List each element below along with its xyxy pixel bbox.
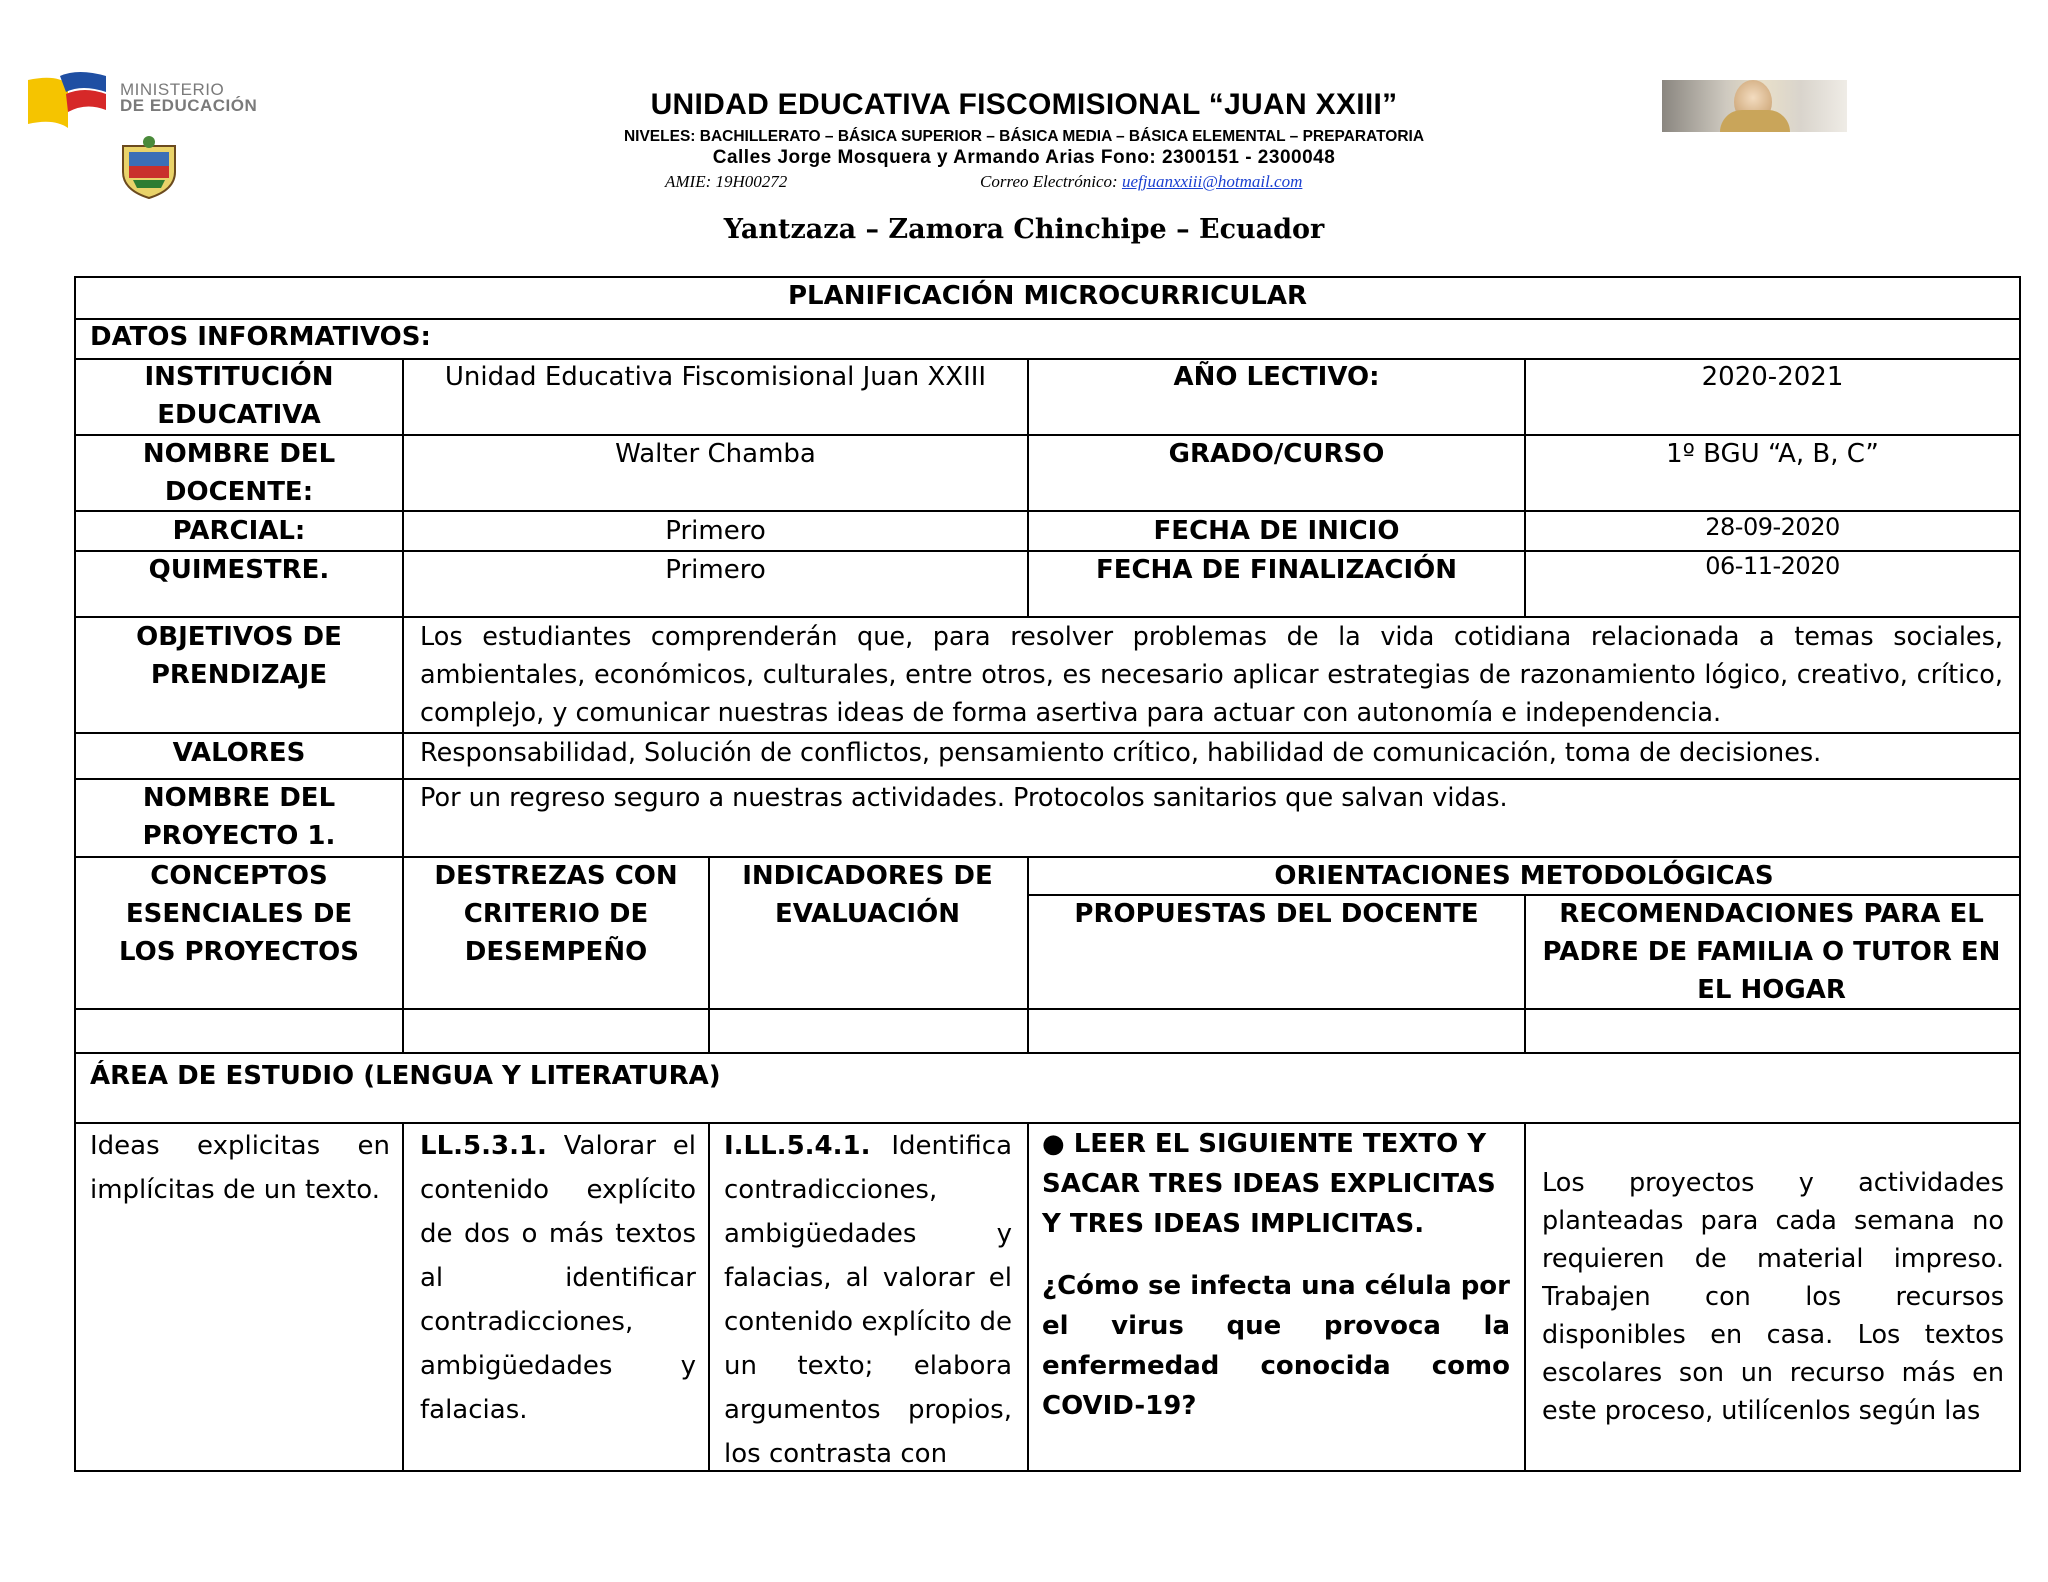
concepto-cell: Ideas explicitas en implícitas de un texto. [90, 1131, 390, 1205]
objetivos-value: Los estudiantes comprenderán que, para resolver problemas de la vida cotidiana relacionada a temas sociales, ambientales, económicos, culturales, entre otros, es necesario aplicar estrategias de razonamiento lógico, creativo, crítico, complejo, y comunicar nuestras ideas de forma asertiva para actuar con autonomía e independencia. [420, 622, 2003, 728]
anio-lectivo-label: AÑO LECTIVO: [1173, 362, 1380, 392]
anio-lectivo-value: 2020-2021 [1701, 362, 1844, 392]
fecha-inicio-value: 28-09-2020 [1705, 513, 1840, 541]
grado-value: 1º BGU “A, B, C” [1666, 439, 1879, 469]
ministry-line-1: MINISTERIO [120, 80, 225, 99]
destreza-text: Valorar el contenido explícito de dos o más textos al identificar contradicciones, ambigüedades y falacias. [420, 1131, 696, 1425]
email-label: Correo Electrónico: [980, 172, 1118, 191]
propuesta-instruccion: ● LEER EL SIGUIENTE TEXTO Y SACAR TRES IDEAS EXPLICITAS Y TRES IDEAS IMPLICITAS. [1042, 1129, 1496, 1239]
proyecto-value: Por un regreso seguro a nuestras actividades. Protocolos sanitarios que salvan vidas. [420, 783, 1508, 813]
ministry-line-2: DE EDUCACIÓN [120, 96, 258, 115]
objetivos-label: OBJETIVOS DE PRENDIZAJE [136, 622, 342, 690]
header-recomendaciones: RECOMENDACIONES PARA EL PADRE DE FAMILIA O TUTOR EN EL HOGAR [1542, 899, 2001, 1005]
recomendacion-cell: Los proyectos y actividades planteadas para cada semana no requieren de material impreso. Trabajen con los recursos disponibles en casa. Los textos escolares son un recurso más en este proceso, utilícenlos según las [1542, 1168, 2004, 1426]
docente-value: Walter Chamba [615, 439, 816, 469]
quimestre-value: Primero [665, 555, 766, 585]
school-levels: NIVELES: BACHILLERATO – BÁSICA SUPERIOR – BÁSICA MEDIA – BÁSICA ELEMENTAL – PREPARATORIA [623, 128, 1425, 145]
propuesta-pregunta: ¿Cómo se infecta una célula por el virus que provoca la enfermedad conocida como COVID-19? [1042, 1271, 1510, 1421]
email-link[interactable]: uefjuanxxiii@hotmail.com [1121, 172, 1303, 191]
valores-value: Responsabilidad, Solución de conflictos, pensamiento crítico, habilidad de comunicación, toma de decisiones. [420, 738, 1822, 768]
destreza-cell [420, 1124, 696, 1432]
header-indicadores: INDICADORES DE EVALUACIÓN [742, 861, 993, 929]
grado-label: GRADO/CURSO [1168, 439, 1385, 469]
destreza-code: LL.5.3.1. [420, 1131, 547, 1161]
header-conceptos: CONCEPTOS ESENCIALES DE LOS PROYECTOS [118, 861, 359, 967]
quimestre-label: QUIMESTRE. [148, 555, 330, 585]
parcial-value: Primero [665, 516, 766, 546]
datos-informativos-label: DATOS INFORMATIVOS: [90, 322, 431, 352]
proyecto-label: NOMBRE DEL PROYECTO 1. [142, 783, 336, 851]
header-destrezas: DESTREZAS CON CRITERIO DE DESEMPEÑO [434, 861, 678, 967]
school-address: Calles Jorge Mosquera y Armando Arias Fono: 2300151 - 2300048 [712, 147, 1336, 168]
school-city: Yantzaza – Zamora Chinchipe – Ecuador [723, 214, 1325, 245]
header-propuestas: PROPUESTAS DEL DOCENTE [1074, 899, 1479, 929]
indicador-text: Identifica contradicciones, ambigüedades y falacias, al valorar el contenido explícito de un texto; elabora argumentos propios, los contrasta con [724, 1131, 1012, 1468]
institucion-value: Unidad Educativa Fiscomisional Juan XXIII [444, 362, 987, 392]
amie-code: AMIE: 19H00272 [665, 172, 788, 191]
indicador-cell [724, 1124, 1012, 1468]
school-name: UNIDAD EDUCATIVA FISCOMISIONAL “JUAN XXIII” [650, 88, 1398, 121]
fecha-inicio-label: FECHA DE INICIO [1153, 516, 1400, 546]
valores-label: VALORES [172, 738, 306, 768]
institucion-label: INSTITUCIÓN EDUCATIVA [144, 362, 334, 430]
table-title: PLANIFICACIÓN MICROCURRICULAR [787, 281, 1308, 311]
header-orientaciones: ORIENTACIONES METODOLÓGICAS [1274, 861, 1774, 891]
docente-label: NOMBRE DEL DOCENTE: [142, 439, 336, 507]
area-de-estudio: ÁREA DE ESTUDIO (LENGUA Y LITERATURA) [90, 1061, 721, 1091]
indicador-code: I.LL.5.4.1. [724, 1131, 871, 1161]
parcial-label: PARCIAL: [172, 516, 306, 546]
fecha-fin-value: 06-11-2020 [1705, 552, 1840, 580]
fecha-fin-label: FECHA DE FINALIZACIÓN [1095, 555, 1458, 585]
